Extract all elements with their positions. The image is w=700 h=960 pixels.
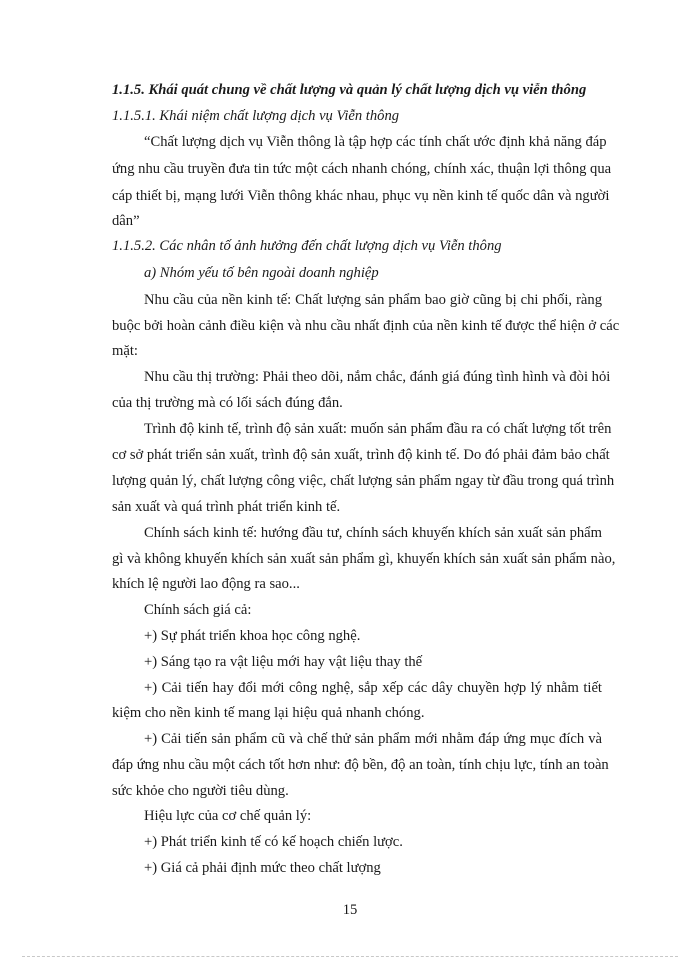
list-item: +) Sự phát triển khoa học công nghệ.: [144, 628, 361, 644]
list-item: +) Sáng tạo ra vật liệu mới hay vật liệu thay thế: [144, 654, 423, 670]
list-item: +) Cải tiến hay đổi mới công nghệ, sắp xếp các dây chuyền hợp lý nhằm tiết: [144, 680, 602, 696]
page-break-divider: [22, 956, 678, 957]
list-item: +) Phát triển kinh tế có kế hoạch chiến lược.: [144, 834, 403, 850]
subsection-heading-2: 1.1.5.2. Các nhân tố ảnh hưởng đến chất lượng dịch vụ Viễn thông: [112, 238, 502, 254]
paragraph-line: buộc bởi hoàn cảnh điều kiện và nhu cầu nhất định của nền kinh tế được thể hiện ở các: [112, 318, 620, 334]
paragraph-line: “Chất lượng dịch vụ Viễn thông là tập hợp các tính chất ước định khả năng đáp: [144, 134, 607, 150]
paragraph-line: Nhu cầu của nền kinh tế: Chất lượng sản phẩm bao giờ cũng bị chi phối, ràng: [144, 292, 602, 308]
paragraph-line: Nhu cầu thị trường: Phải theo dõi, nắm chắc, đánh giá đúng tình hình và đòi hỏi: [144, 369, 611, 385]
paragraph-line: sản xuất và quá trình phát triển kinh tế.: [112, 499, 341, 515]
list-item: đáp ứng nhu cầu một cách tốt hơn như: độ bền, độ an toàn, tính chịu lực, tính an toàn: [112, 757, 609, 773]
paragraph-line: mặt:: [112, 343, 138, 359]
list-item: +) Giá cả phải định mức theo chất lượng: [144, 860, 381, 876]
paragraph-line: Trình độ kinh tế, trình độ sản xuất: muốn sản phẩm đầu ra có chất lượng tốt trên: [144, 421, 612, 437]
list-item: sức khỏe cho người tiêu dùng.: [112, 783, 289, 799]
paragraph-line: Chính sách giá cả:: [144, 602, 252, 618]
list-item: +) Cải tiến sản phẩm cũ và chế thử sản phẩm mới nhằm đáp ứng mục đích và: [144, 731, 602, 747]
page-number: 15: [342, 902, 358, 918]
list-item: kiệm cho nền kinh tế mang lại hiệu quả nhanh chóng.: [112, 705, 425, 721]
paragraph-line: lượng quản lý, chất lượng công việc, chất lượng sản phẩm ngay từ đầu trong quá trình: [112, 473, 615, 489]
paragraph-line: Hiệu lực của cơ chế quản lý:: [144, 808, 312, 824]
paragraph-line: ứng nhu cầu truyền đưa tin tức một cách nhanh chóng, chính xác, thuận lợi thông qua: [112, 161, 612, 177]
paragraph-line: cơ sở phát triển sản xuất, trình độ sản xuất, trình độ kinh tế. Do đó phải đảm bảo chất: [112, 447, 610, 463]
paragraph-line: cáp thiết bị, mạng lưới Viễn thông khác nhau, phục vụ nền kinh tế quốc dân và người: [112, 188, 610, 204]
paragraph-line: khích lệ người lao động ra sao...: [112, 576, 300, 592]
subsection-heading-1: 1.1.5.1. Khái niệm chất lượng dịch vụ Viễn thông: [112, 108, 400, 124]
paragraph-line: dân”: [112, 213, 140, 229]
paragraph-line: của thị trường mà có lối sách đúng đắn.: [112, 395, 343, 411]
section-heading: 1.1.5. Khái quát chung về chất lượng và quản lý chất lượng dịch vụ viễn thông: [112, 82, 587, 98]
subheading-a: a) Nhóm yếu tố bên ngoài doanh nghiệp: [144, 265, 379, 281]
paragraph-line: Chính sách kinh tế: hướng đầu tư, chính sách khuyến khích sản xuất sản phẩm: [144, 525, 602, 541]
paragraph-line: gì và không khuyến khích sản xuất sản phẩm gì, khuyến khích sản xuất sản phẩm nào,: [112, 551, 616, 567]
